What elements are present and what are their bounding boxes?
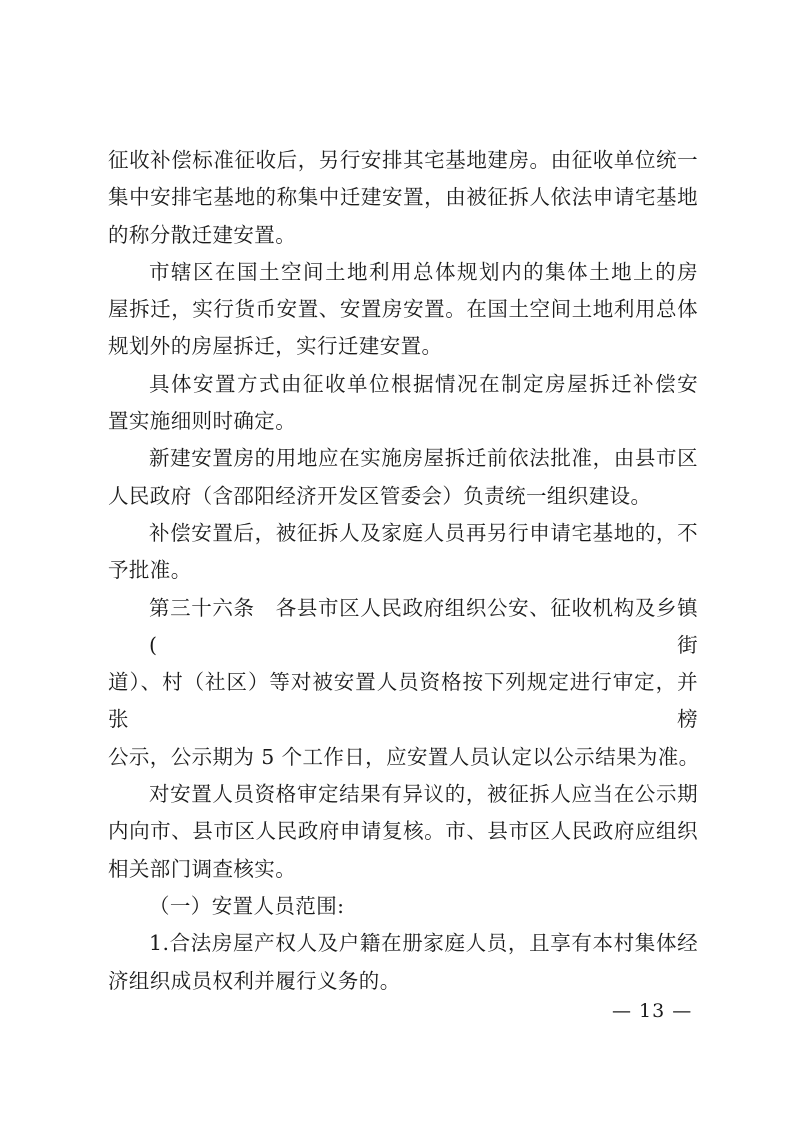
paragraph [108, 515, 698, 590]
text-line: 补偿安置后，被征拆人及家庭人员再另行申请宅基地的，不 [149, 520, 698, 545]
text-line: 征收补偿标准征收后，另行安排其宅基地建房。由征收单位统一 [108, 148, 698, 172]
text-line: 公示，公示期为 5 个工作日，应安置人员认定以公示结果为准。 [108, 744, 700, 769]
body-text [108, 142, 698, 1000]
text-line: 对安置人员资格审定结果有异议的，被征拆人应当在公示期 [149, 782, 698, 807]
text-line: 内向市、县市区人民政府申请复核。市、县市区人民政府应组织 [108, 819, 698, 844]
text-line: 1.合法房屋产权人及户籍在册家庭人员，且享有本村集体经 [149, 931, 698, 956]
paragraph [108, 440, 698, 515]
paragraph [108, 888, 698, 925]
paragraph [108, 590, 698, 776]
text-line: 置实施细则时确定。 [108, 409, 297, 434]
text-line: 第三十六条 各县市区人民政府组织公安、征收机构及乡镇(街 [149, 595, 698, 657]
text-line: 市辖区在国土空间土地利用总体规划内的集体土地上的房 [149, 259, 698, 284]
text-line: 具体安置方式由征收单位根据情况在制定房屋拆迁补偿安 [149, 371, 698, 396]
text-line: 相关部门调查核实。 [108, 856, 297, 881]
paragraph [108, 366, 698, 441]
text-line: 道）、村（社区）等对被安置人员资格按下列规定进行审定，并张榜 [108, 670, 698, 732]
text-line: 人民政府（含邵阳经济开发区管委会）负责统一组织建设。 [108, 483, 652, 508]
text-line: 予批准。 [108, 558, 192, 583]
paragraph [108, 925, 698, 1000]
text-line: 济组织成员权利并履行义务的。 [108, 968, 401, 993]
page-number: — 13 — [612, 1000, 693, 1022]
text-line: 屋拆迁，实行货币安置、安置房安置。在国土空间土地利用总体 [108, 297, 698, 322]
text-line: 集中安排宅基地的称集中迁建安置，由被征拆人依法申请宅基地 [108, 185, 698, 210]
paragraph [108, 776, 698, 888]
text-line: （一）安置人员范围: [149, 893, 345, 918]
paragraph [108, 142, 698, 254]
text-line: 的称分散迁建安置。 [108, 222, 297, 247]
text-line: 规划外的房屋拆迁，实行迁建安置。 [108, 334, 443, 359]
text-line: 新建安置房的用地应在实施房屋拆迁前依法批准，由县市区 [149, 446, 698, 471]
paragraph [108, 254, 698, 366]
